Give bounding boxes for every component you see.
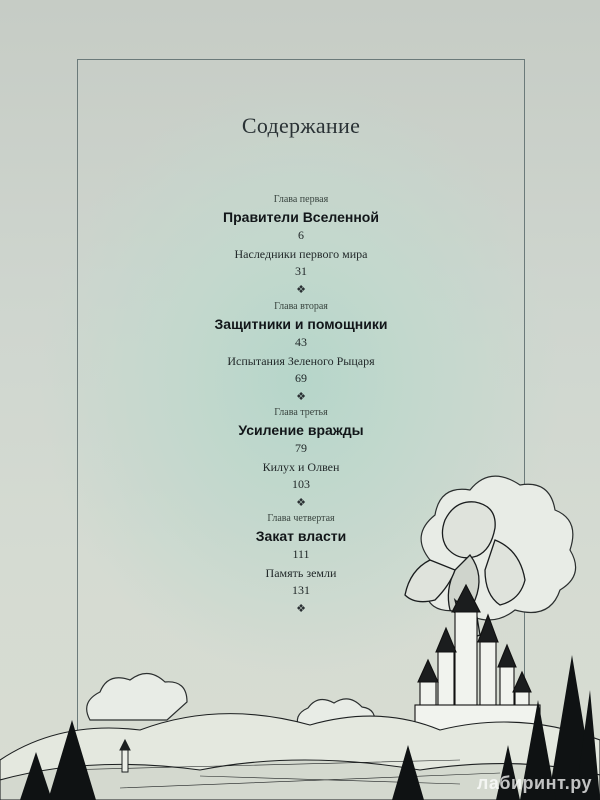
- chapter-page-number: 79: [295, 441, 307, 455]
- chapter-title[interactable]: Усиление вражды: [238, 422, 364, 438]
- story-title[interactable]: Испытания Зеленого Рыцаря: [227, 354, 375, 368]
- chapter-label: Глава третья: [274, 407, 328, 418]
- ornament-divider: ❖: [296, 284, 306, 296]
- chapter-label: Глава четвертая: [267, 513, 335, 524]
- watermark: лабиринт.ру: [476, 773, 592, 793]
- chapter-label: Глава первая: [273, 194, 329, 205]
- chapter-page-number: 6: [298, 228, 304, 242]
- story-title[interactable]: Память земли: [265, 566, 337, 580]
- story-page-number: 131: [292, 583, 310, 597]
- chapter-page-number: 43: [295, 335, 307, 349]
- ornament-divider: ❖: [296, 391, 306, 403]
- toc-title: Содержание: [241, 113, 361, 138]
- story-title[interactable]: Наследники первого мира: [234, 247, 368, 261]
- story-page-number: 69: [295, 371, 307, 385]
- chapter-label: Глава вторая: [274, 301, 328, 312]
- ornament-divider: ❖: [296, 603, 306, 615]
- story-page-number: 31: [295, 264, 307, 278]
- chapter-title[interactable]: Защитники и помощники: [214, 316, 388, 332]
- chapter-title[interactable]: Правители Вселенной: [223, 209, 379, 225]
- chapter-title[interactable]: Закат власти: [255, 528, 347, 544]
- story-title[interactable]: Килух и Олвен: [262, 460, 340, 474]
- story-page-number: 103: [292, 477, 310, 491]
- chapter-page-number: 111: [292, 547, 310, 561]
- ornament-divider: ❖: [296, 497, 306, 509]
